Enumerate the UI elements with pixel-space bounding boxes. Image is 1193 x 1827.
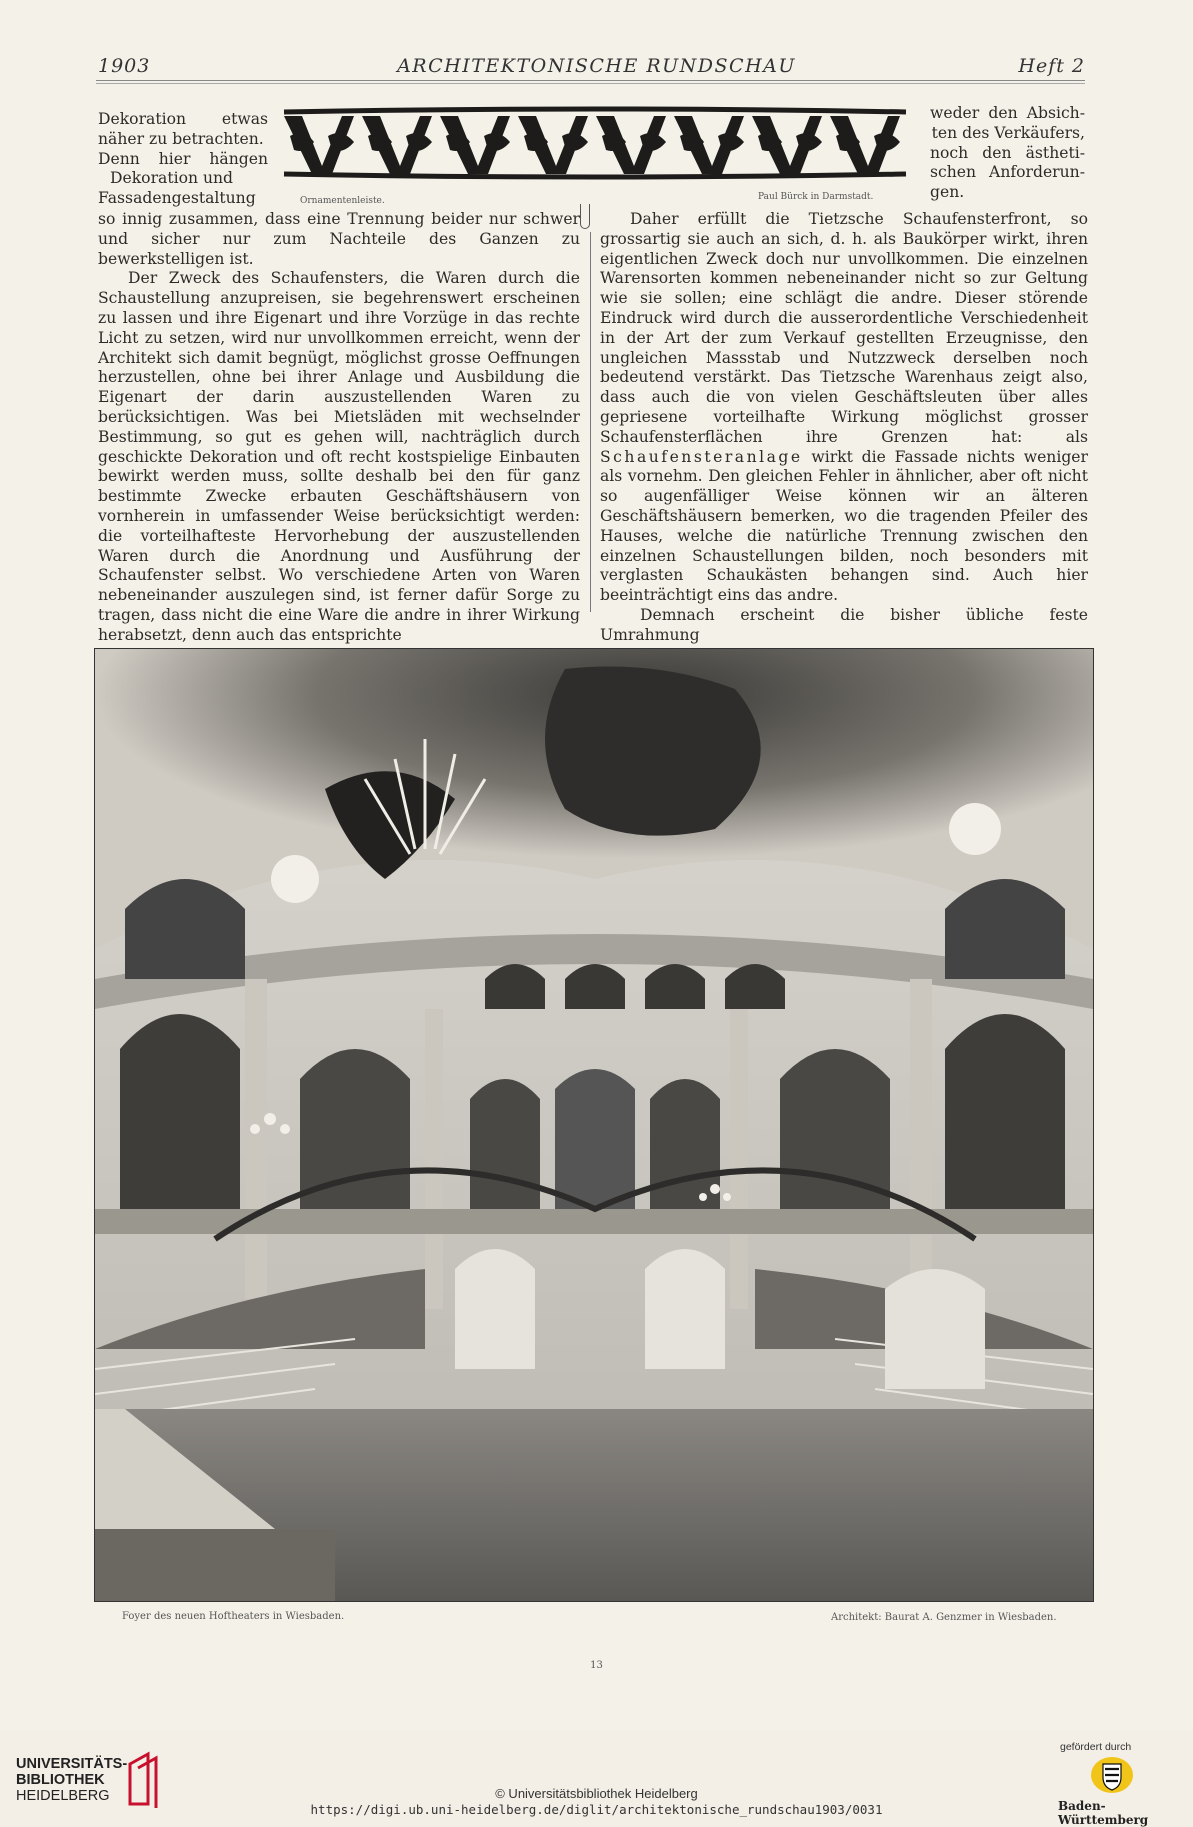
library-name-line: UNIVERSITÄTS- — [16, 1756, 128, 1772]
column-rule — [590, 232, 591, 612]
emphasis-text: Schaufensteranlage — [600, 447, 803, 466]
header-rule — [96, 80, 1085, 84]
permalink[interactable]: https://digi.ub.uni-heidelberg.de/diglit/architektonische_rundschau1903/0031 — [310, 1802, 883, 1817]
ornament-credit: Paul Bürck in Darmstadt. — [758, 192, 874, 202]
paragraph — [600, 210, 1088, 606]
page-number: 13 — [590, 1660, 603, 1671]
text-line: gen. — [930, 183, 965, 202]
text-line: Dekoration und — [110, 169, 234, 188]
text-line: Denn hier hängen — [98, 149, 268, 168]
state-coat-of-arms-icon — [1090, 1755, 1134, 1795]
paragraph-text: wirkt die Fassade nichts weniger als vornehm. Den gleichen Fehler in ähnlicher, aber oft nicht so augenfälliger Weise können wir an älteren Geschäftshäusern bemerken, wo die tragenden Pfeiler des Hauses, welche die natürliche Trennung zwischen den einzelnen Schaustellungen bilden, noch besonders mit verglasten Schaukästen behangen sind. Auch hier beeinträchtigt eins das andre. — [600, 447, 1088, 605]
foyer-image-icon — [95, 649, 1093, 1601]
text-line: schen Anforderun- — [930, 163, 1085, 182]
ornament-caption: Ornamentenleiste. — [300, 196, 385, 206]
funded-by-label: gefördert durch — [1060, 1741, 1132, 1753]
ornament-band — [280, 104, 910, 182]
foyer-photograph — [94, 648, 1094, 1602]
paragraph: so innig zusammen, dass eine Trennung beider nur schwer und sicher nur zum Nachteile des Ganzen zu bewerkstelligen ist. — [98, 210, 580, 268]
text-line: weder den Absich- — [930, 104, 1085, 122]
right-narrow-text — [930, 104, 1085, 203]
text-line: noch den ästheti- — [930, 143, 1085, 162]
digitization-footer — [0, 1730, 1193, 1827]
margin-bracket — [580, 204, 590, 229]
state-name: Baden-Württemberg — [1058, 1799, 1149, 1827]
right-column-text — [600, 210, 1088, 646]
text-line: Fassadengestaltung — [98, 189, 256, 208]
header-title: ARCHITEKTONISCHE RUNDSCHAU — [397, 55, 796, 77]
paragraph: Der Zweck des Schaufensters, die Waren durch die Schaustellung anzupreisen, sie begehrenswert erscheinen zu lassen und ihre Eigenart und ihre Vorzüge in das rechte Licht zu setzen, wird nur unvollkommen erreicht, wenn der Architekt sich damit begnügt, möglichst grosse Oeffnungen herzustellen, ohne bei ihrer Anlage und Ausbildung die Eigenart der darin auszustellenden Waren zu berücksichtigen. Was bei Mietsläden mit wechselnder Bestimmung, so gut es gehen will, nachträglich durch geschickte Dekoration und oft recht kostspielige Einbauten bewirkt werden muss, sollte deshalb bei den für ganz bestimmte Zwecke erbauten Geschäftshäusern von vornherein in umfassender Weise berücksichtigt werden: die vorteilhafteste Hervorhebung der auszustellenden Waren durch die Anordnung und Ausführung der Schaufenster selbst. Wo verschiedene Arten von Waren nebeneinander auszulegen sind, ist ferner dafür Sorge zu tragen, dass nicht die eine Ware die andre in ihrer Wirkung herabsetzt, denn auch das entsprichte — [98, 269, 580, 644]
photo-credit: Architekt: Baurat A. Genzmer in Wiesbaden. — [831, 1612, 1057, 1623]
paragraph-text: Daher erfüllt die Tietzsche Schaufensterfront, so grossartig sie auch an sich, d. h. als Baukörper wirkt, ihren eigentlichen Zweck doch nur unvollkommen. Die einzelnen Warensorten kommen nebeneinander nicht so zur Geltung wie sie sollen; eine schlägt die andre. Dieser störende Eindruck wird durch die ausserordentliche Verschiedenheit in der Art der zum Verkauf gestellten Erzeugnisse, den ungleichen Massstab und Nutzzweck derselben noch bedeutend verstärkt. Das Tietzsche Warenhaus zeigt also, dass auch die von vielen Geschäftsleuten über alles gepriesene vorteilhafte Wirkung möglichst grosser Schaufensterflächen ihre Grenzen hat: als — [600, 210, 1088, 446]
left-column-text — [98, 210, 580, 646]
text-line: Dekoration etwas — [98, 110, 268, 128]
ornament-frieze-icon — [280, 104, 910, 182]
text-line: ten des Verkäufers, — [931, 123, 1085, 142]
copyright-text: © Universitätsbibliothek Heidelberg — [495, 1786, 698, 1801]
photo-caption: Foyer des neuen Hoftheaters in Wiesbaden. — [122, 1611, 345, 1622]
text-line: näher zu betrachten. — [98, 129, 264, 148]
library-name-line: BIBLIOTHEK — [16, 1772, 105, 1788]
header-year: 1903 — [98, 55, 151, 77]
header-issue: Heft 2 — [1018, 55, 1085, 77]
library-name-line: HEIDELBERG — [16, 1788, 110, 1804]
paragraph: Demnach erscheint die bisher übliche feste Umrahmung — [600, 605, 1088, 644]
left-narrow-text — [98, 110, 268, 209]
